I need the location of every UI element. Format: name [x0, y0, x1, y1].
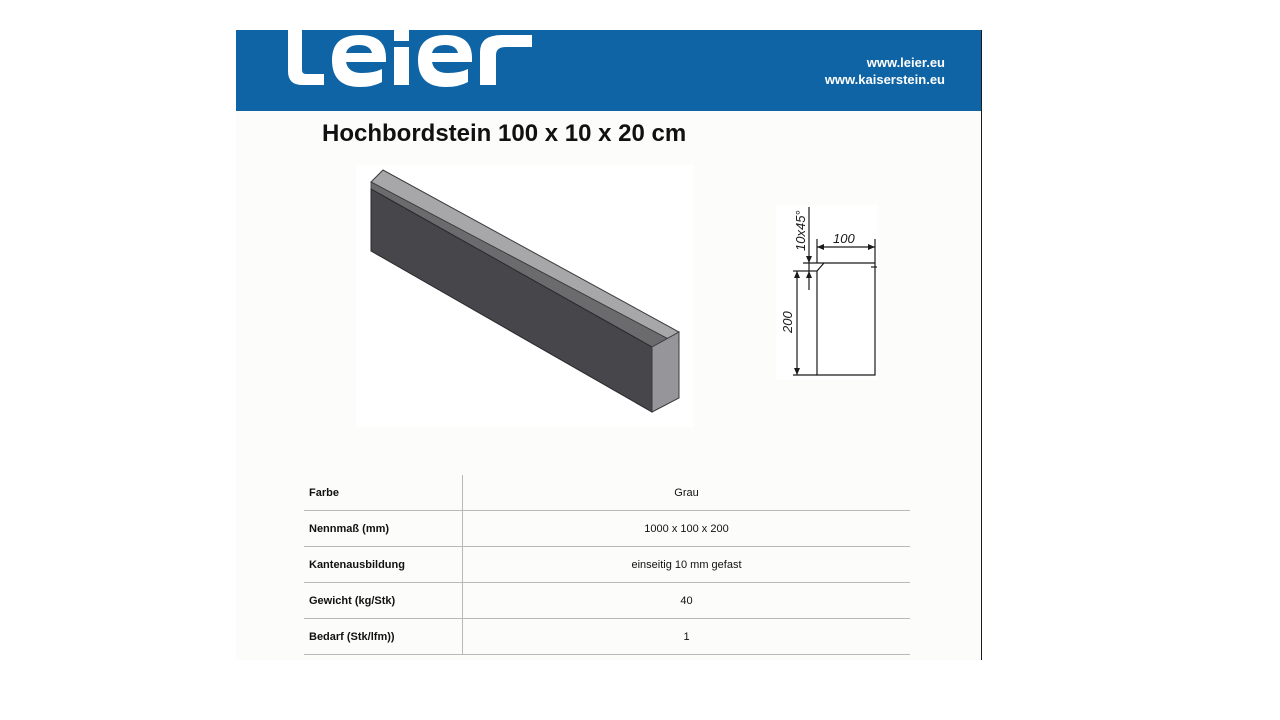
page-title: Hochbordstein 100 x 10 x 20 cm: [322, 120, 687, 147]
cross-section-drawing: [776, 205, 878, 380]
spec-label: Nennmaß (mm): [304, 511, 463, 547]
table-row: [304, 619, 910, 655]
specs-table: [304, 475, 910, 655]
spec-label: Bedarf (Stk/lfm)): [304, 619, 463, 655]
document-page: [236, 30, 982, 660]
header-banner: [236, 30, 981, 111]
table-row: [304, 547, 910, 583]
spec-value: einseitig 10 mm gefast: [463, 547, 911, 583]
table-row: [304, 583, 910, 619]
table-row: [304, 511, 910, 547]
spec-value: Grau: [463, 475, 911, 511]
url-kaiserstein[interactable]: www.kaiserstein.eu: [824, 72, 945, 87]
table-row: [304, 475, 910, 511]
spec-value: 1000 x 100 x 200: [463, 511, 911, 547]
spec-label: Gewicht (kg/Stk): [304, 583, 463, 619]
website-links: [825, 54, 945, 88]
chamfer-dimension-label: 10x45°: [793, 210, 808, 251]
height-dimension-label: 200: [780, 311, 795, 333]
spec-value: 40: [463, 583, 911, 619]
leier-logo: [280, 30, 540, 90]
width-dimension-label: 100: [833, 231, 855, 246]
spec-label: Farbe: [304, 475, 463, 511]
spec-label: Kantenausbildung: [304, 547, 463, 583]
url-leier[interactable]: www.leier.eu: [866, 55, 945, 70]
spec-value: 1: [463, 619, 911, 655]
curbstone-product-image: [356, 165, 694, 427]
